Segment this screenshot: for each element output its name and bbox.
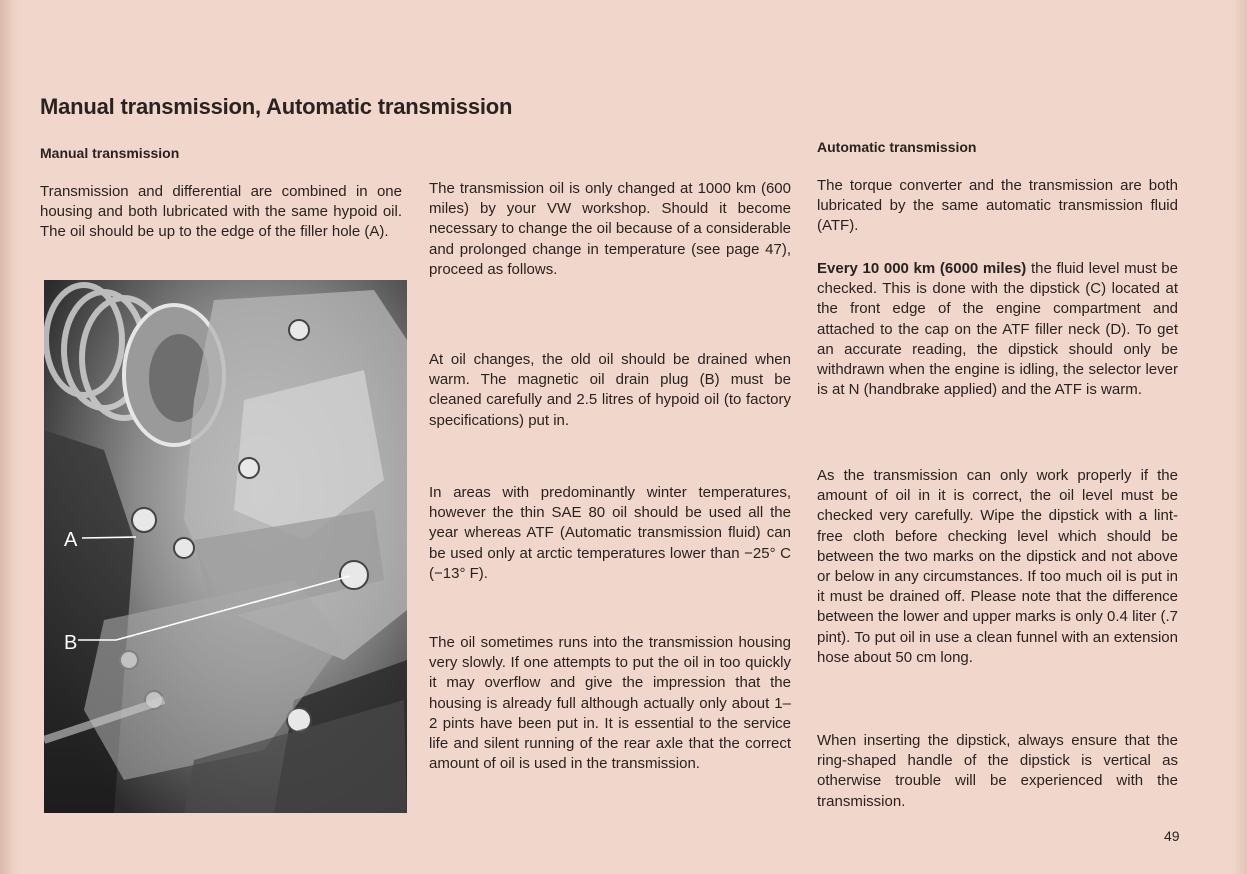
figure-label-a: A [64,529,78,551]
page-title: Manual transmission, Automatic transmission [40,94,513,119]
manual-paragraph-5: The oil sometimes runs into the transmission housing very slowly. If one attempts to put the oil in too quickly it may overflow and give the impression that the housing is already full although actually only about 1–2 pints have been put in. It is essential to the service life and silent running of the rear axle that the correct amount of oil is used in the transmission. [429,634,791,773]
manual-transmission-heading: Manual transmission [40,145,180,161]
manual-paragraph-4: In areas with predominantly winter temperatures, however the thin SAE 80 oil should be used all the year whereas ATF (Automatic transmission fluid) can be used only at arctic temperatures lower than −25° C (−13° F). [429,484,791,582]
figure-label-b: B [64,632,78,654]
transmission-photo [44,280,407,813]
automatic-paragraph-1: The torque converter and the transmission are both lubricated by the same automatic transmission fluid (ATF). [817,177,1178,235]
page-right-edge [1233,0,1247,874]
manual-paragraph-1: Transmission and differential are combined in one housing and both lubricated with the same hypoid oil. The oil should be up to the edge of the filler hole (A). [40,183,402,241]
manual-paragraph-2: The transmission oil is only changed at 1000 km (600 miles) by your VW workshop. Should it become necessary to change the oil because of a considerable and prolonged change in temperature (see page 47), proceed as follows. [429,180,791,278]
service-interval: Every 10 000 km (6000 miles) [817,260,1027,277]
manual-paragraph-3: At oil changes, the old oil should be drained when warm. The magnetic oil drain plug (B) must be cleaned carefully and 2.5 litres of hypoid oil (to factory specifications) put in. [429,351,791,429]
page-binding-edge [0,0,22,874]
page-number: 49 [1164,828,1180,844]
automatic-paragraph-2 [817,259,1178,400]
automatic-transmission-heading: Automatic transmission [817,139,977,155]
automatic-paragraph-4: When inserting the dipstick, always ensure that the ring-shaped handle of the dipstick is vertical as otherwise trouble will be experienced with the transmission. [817,732,1178,810]
automatic-paragraph-2-text: the fluid level must be checked. This is done with the dipstick (C) located at the front edge of the engine compartment and attached to the cap on the ATF filler neck (D). To get an accurate reading, the dipstick should only be withdrawn when the engine is idling, the selector lever is at N (handbrake applied) and the ATF is warm. [817,260,1178,399]
automatic-paragraph-3: As the transmission can only work properly if the amount of oil in it is correct, the oil level must be checked very carefully. Wipe the dipstick with a lint-free cloth before checking level which should be between the two marks on the dipstick and not above or below in any circumstances. If too much oil is put in it must be drained off. Please note that the difference between the lower and upper marks is only 0.4 liter (.7 pint). To put oil in use a clean funnel with an extension hose about 50 cm long. [817,467,1178,666]
